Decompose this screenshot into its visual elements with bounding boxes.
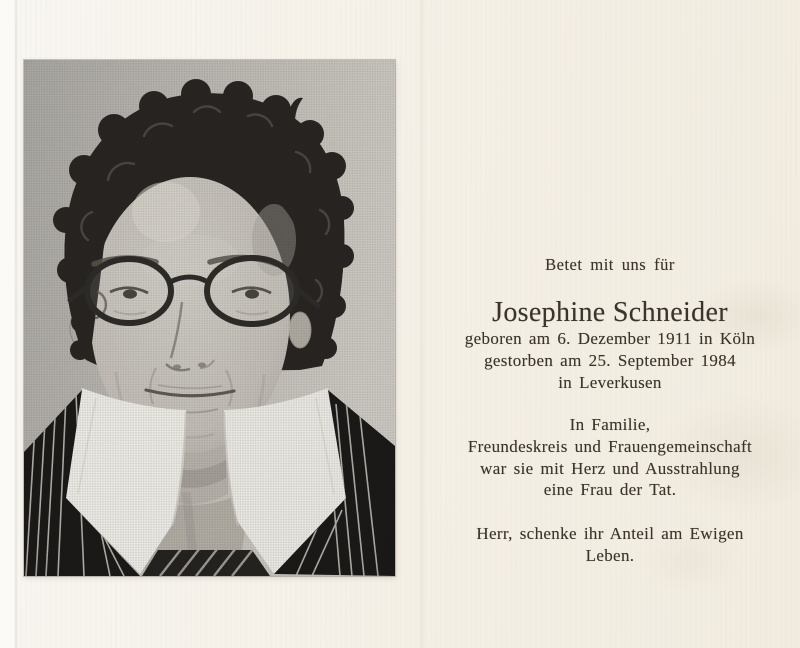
portrait-illustration [24,60,395,576]
prayer-line: Herr, schenke ihr Anteil am Ewigen [476,524,744,543]
vital-dates [420,328,800,393]
death-line: gestorben am 25. September 1984 [484,350,736,370]
intro-line: Betet mit uns für [545,255,675,274]
tribute-text [420,414,800,501]
tribute-line: war sie mit Herz und Ausstrahlung [480,458,740,478]
deceased-name: Josephine Schneider [492,297,728,328]
prayer-line: Leben. [585,545,635,565]
portrait-photo [24,60,395,576]
death-place-line: in Leverkusen [558,372,662,392]
prayer-text [420,523,800,567]
tribute-line: In Familie, [569,415,651,434]
tribute-line: eine Frau der Tat. [543,480,677,500]
text-panel [420,0,800,648]
birth-line: geboren am 6. Dezember 1911 in Köln [464,329,756,348]
tribute-line: Freundeskreis und Frauengemeinschaft [467,436,753,456]
